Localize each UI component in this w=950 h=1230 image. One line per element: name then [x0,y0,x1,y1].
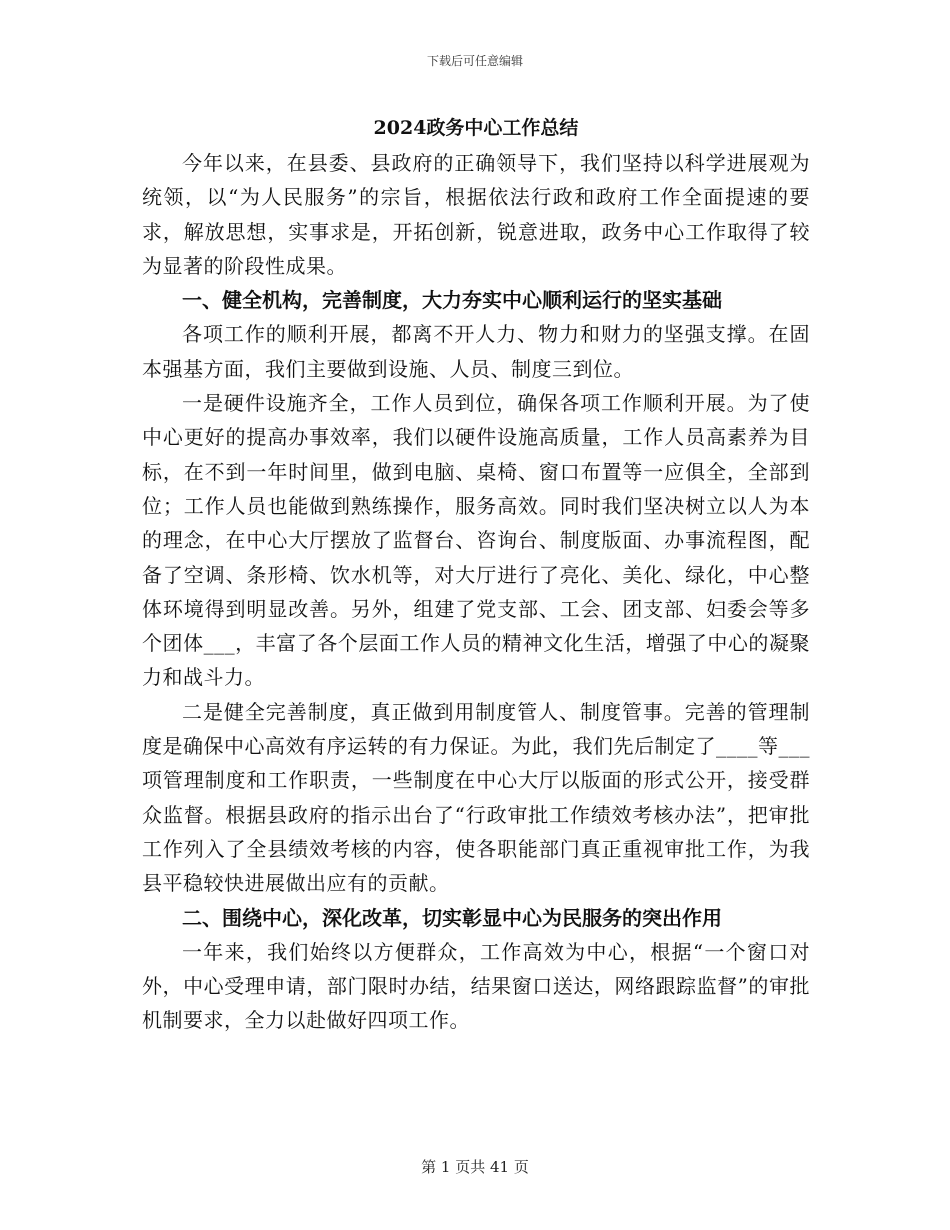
section-heading: 一、健全机构，完善制度，大力夯实中心顺利运行的坚实基础 [182,288,722,313]
document-content [142,146,810,1038]
page-footer: 第 1 页共 41 页 [421,1158,529,1176]
paragraph: 一年来，我们始终以方便群众，工作高效为中心，根据“一个窗口对外，中心受理申请，部门限时办结，结果窗口送达，网络跟踪监督”的审批机制要求，全力以赴做好四项工作。 [142,939,810,1033]
paragraph: 今年以来，在县委、县政府的正确领导下，我们坚持以科学进展观为统领，以“为人民服务”的宗旨，根据依法行政和政府工作全面提速的要求，解放思想，实事求是，开拓创新，锐意进取，政务中心工作取得了较为显著的阶段性成果。 [142,151,810,278]
header-note: 下载后可任意编辑 [426,54,523,68]
section-heading: 二、围绕中心，深化改革，切实彰显中心为民服务的突出作用 [182,905,722,930]
paragraph: 一是硬件设施齐全，工作人员到位，确保各项工作顺利开展。为了使中心更好的提高办事效率，我们以硬件设施高质量，工作人员高素养为目标，在不到一年时间里，做到电脑、桌椅、窗口布置等一应俱全，全部到位；工作人员也能做到熟练操作，服务高效。同时我们坚决树立以人为本的理念，在中心大厅摆放了监督台、咨询台、制度版面、办事流程图，配备了空调、条形椅、饮水机等，对大厅进行了亮化、美化、绿化，中心整体环境得到明显改善。另外，组建了党支部、工会、团支部、妇委会等多个团体___，丰富了各个层面工作人员的精神文化生活，增强了中心的凝聚力和战斗力。 [142,391,810,690]
paragraph: 各项工作的顺利开展，都离不开人力、物力和财力的坚强支撑。在固本强基方面，我们主要做到设施、人员、制度三到位。 [142,322,810,381]
paragraph: 二是健全完善制度，真正做到用制度管人、制度管事。完善的管理制度是确保中心高效有序运转的有力保证。为此，我们先后制定了____等___项管理制度和工作职责，一些制度在中心大厅以版面的形式公开，接受群众监督。根据县政府的指示出台了“行政审批工作绩效考核办法”，把审批工作列入了全县绩效考核的内容，使各职能部门真正重视审批工作，为我县平稳较快进展做出应有的贡献。 [142,699,810,896]
document-body [142,110,810,1038]
document-title: 2024政务中心工作总结 [373,117,579,139]
